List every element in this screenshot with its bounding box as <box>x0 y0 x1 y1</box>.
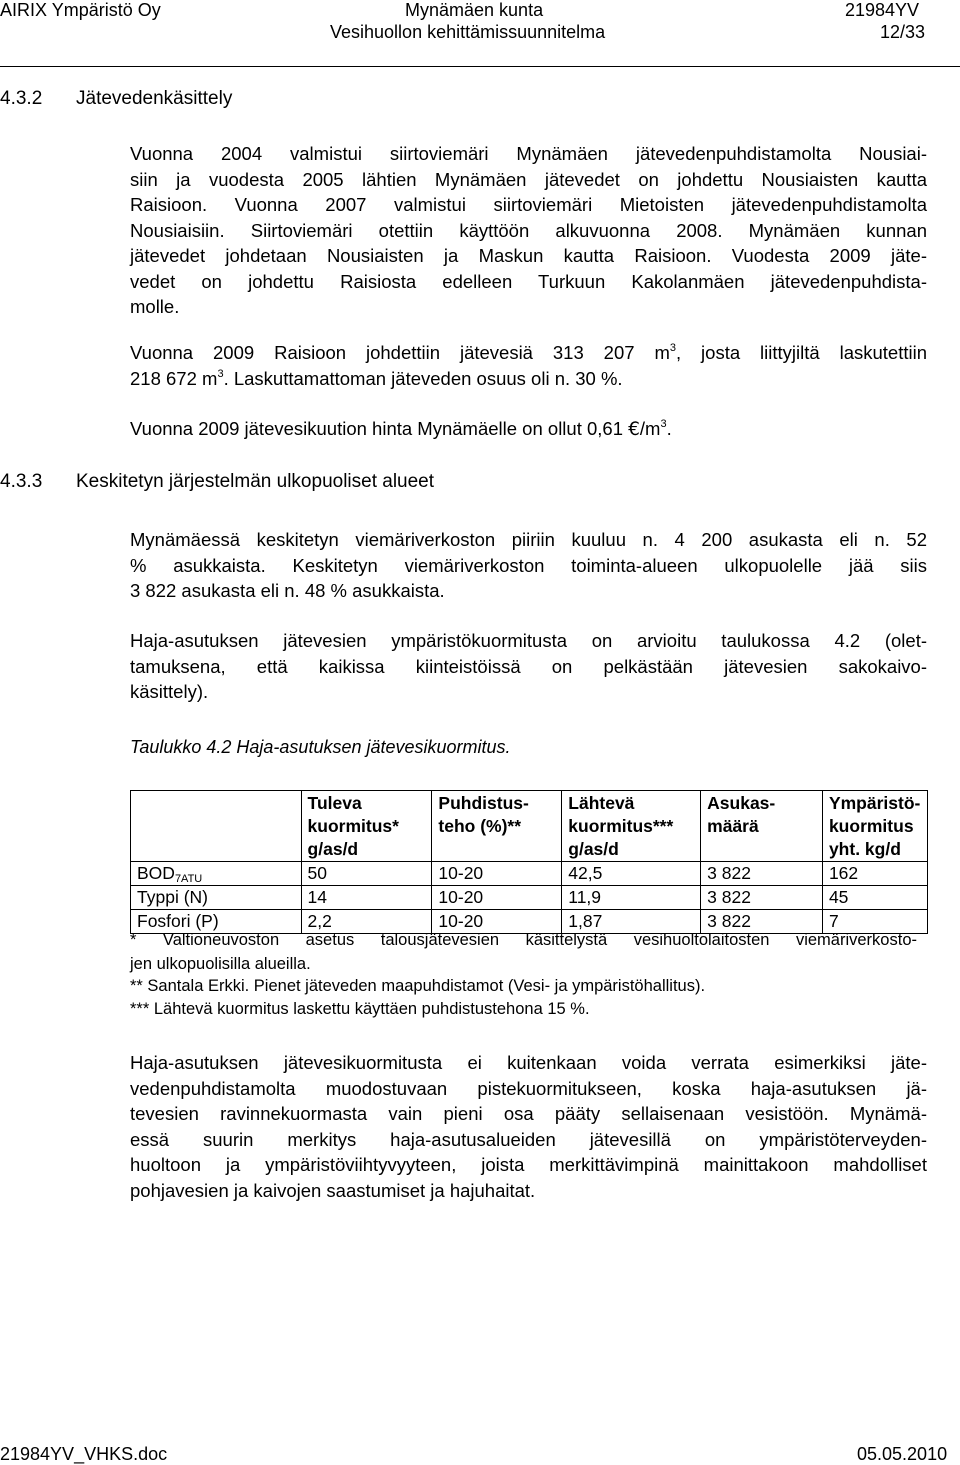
document-code: 21984YV <box>845 0 920 20</box>
paragraph-432-3 <box>130 416 672 442</box>
text-line: huoltoon ja ympäristöviihtyvyyteen, joista merkittävimpinä mainittakoon mahdolliset <box>130 1154 927 1175</box>
header-cell-empty <box>131 791 302 862</box>
header-line: kuormitus <box>828 816 914 836</box>
text-run: . Laskuttamattoman jäteveden osuus oli n. 30 %. <box>223 367 623 389</box>
header-line: teho (%)** <box>438 816 522 836</box>
page-number: 12/33 <box>880 22 926 42</box>
footer-filename: 21984YV_VHKS.doc <box>0 1444 168 1464</box>
row-label: Typpi (N) <box>131 886 302 910</box>
header-line: kuormitus* <box>307 816 399 836</box>
text-line: pohjavesien ja kaivojen saastumiset ja hajuhaitat. <box>130 1179 536 1201</box>
text-line: Vuonna 2004 valmistui siirtoviemäri Mynämäen jätevedenpuhdistamolta Nousiai- <box>130 143 927 164</box>
table-cell: 50 <box>301 862 432 886</box>
paragraph-432-1 <box>130 141 927 320</box>
company-name: AIRIX Ympäristö Oy <box>0 0 161 20</box>
superscript: 3 <box>217 367 224 380</box>
text-run: , josta liittyjiltä laskutettiin <box>676 342 927 363</box>
table-cell: 10-20 <box>432 910 562 934</box>
table-row <box>131 886 928 910</box>
text-line <box>130 340 927 366</box>
text-line: Nousiaisiin. Siirtoviemäri otettiin käyttöön alkuvuonna 2008. Mynämäen kunnan <box>130 219 927 241</box>
label-text: BOD <box>137 863 175 883</box>
header-divider <box>0 66 960 67</box>
header-line: määrä <box>707 816 759 836</box>
table-cell: 10-20 <box>432 886 562 910</box>
header-line: g/as/d <box>568 839 619 859</box>
table-footnote-1 <box>130 929 917 976</box>
footer-date: 05.05.2010 <box>857 1444 948 1464</box>
text-line: essä suurin merkitys haja-asutusalueiden jätevesillä on ympäristöterveyden- <box>130 1128 927 1150</box>
header-line: Tuleva <box>307 793 362 813</box>
text-line: * Valtioneuvoston asetus talousjätevesien käsittelystä vesihuoltolaitosten viemäriverkosto- <box>130 931 917 949</box>
load-table <box>130 790 928 934</box>
text-line: vedet on johdettu Raisiosta edelleen Turkuun Kakolanmäen jätevedenpuhdista- <box>130 270 927 292</box>
text-run: . <box>666 418 672 439</box>
row-label: Fosfori (P) <box>131 910 302 934</box>
header-cell-total-load <box>822 791 927 862</box>
row-label <box>131 862 302 886</box>
section-title: Jätevedenkäsittely <box>76 88 233 109</box>
header-cell-outgoing-load <box>562 791 701 862</box>
table-cell: 10-20 <box>432 862 562 886</box>
paragraph-432-2 <box>130 340 927 391</box>
document-title: Vesihuollon kehittämissuunnitelma <box>330 22 606 42</box>
table-cell: 2,2 <box>301 910 432 934</box>
table-header-row <box>131 791 928 862</box>
header-line: Lähtevä <box>568 793 635 813</box>
header-line: Asukas- <box>707 793 776 813</box>
table-cell: 7 <box>822 910 927 934</box>
text-line <box>130 366 927 392</box>
text-line: molle. <box>130 296 180 317</box>
text-line: siin ja vuodesta 2005 lähtien Mynämäen jätevedet on johdettu Nousiaisten kautta <box>130 168 927 190</box>
table-cell: 3 822 <box>701 886 823 910</box>
header-line: Puhdistus- <box>438 793 529 813</box>
section-number: 4.3.3 <box>0 471 43 492</box>
text-line: Haja-asutuksen jätevesikuormitusta ei kuitenkaan voida verrata esimerkiksi jäte- <box>130 1052 927 1073</box>
text-run: Vuonna 2009 Raisioon johdettiin jätevesiä 313 207 m <box>130 342 670 363</box>
header-cell-efficiency <box>432 791 562 862</box>
section-title: Keskitetyn järjestelmän ulkopuoliset alueet <box>76 471 435 492</box>
header-cell-residents <box>701 791 823 862</box>
superscript: 3 <box>660 418 667 430</box>
table-cell: 11,9 <box>562 886 701 910</box>
text-line: Raisioon. Vuonna 2007 valmistui siirtoviemäri Mietoisten jätevedenpuhdistamolta <box>130 194 927 215</box>
table-footnote-3: *** Lähtevä kuormitus laskettu käyttäen puhdistustehona 15 %. <box>130 1000 590 1018</box>
header-cell-incoming-load <box>301 791 432 862</box>
paragraph-433-1 <box>130 527 927 604</box>
table-cell: 42,5 <box>562 862 701 886</box>
text-line: tamuksena, että kaikissa kiinteistöissä on pelkästään jätevesien sakokaivo- <box>130 655 927 677</box>
text-line: vedenpuhdistamolta muodostuvaan pistekuormitukseen, koska haja-asutuksen jä- <box>130 1077 927 1099</box>
text-line: Haja-asutuksen jätevesien ympäristökuormitusta on arvioitu taulukossa 4.2 (olet- <box>130 630 927 651</box>
text-run: /m <box>639 418 661 439</box>
table-cell: 1,87 <box>562 910 701 934</box>
text-line: jätevedet johdetaan Nousiaisten ja Maskun kautta Raisioon. Vuodesta 2009 jäte- <box>130 245 927 266</box>
section-number: 4.3.2 <box>0 88 43 109</box>
euro-symbol: € <box>628 419 640 440</box>
header-line: kuormitus*** <box>568 816 674 836</box>
table-caption: Taulukko 4.2 Haja-asutuksen jätevesikuormitus. <box>130 737 511 757</box>
text-line: tevesien ravinnekuormasta vain pieni osa pääty sellaisenaan vesistöön. Mynämä- <box>130 1103 927 1124</box>
header-line: yht. kg/d <box>828 839 901 859</box>
table-cell: 14 <box>301 886 432 910</box>
text-line: % asukkaista. Keskitetyn viemäriverkoston toiminta-alueen ulkopuolelle jää siis <box>130 554 927 576</box>
table-cell: 3 822 <box>701 862 823 886</box>
superscript: 3 <box>669 342 676 354</box>
table-row <box>131 862 928 886</box>
municipality-name: Mynämäen kunta <box>405 0 544 20</box>
text-run: 218 672 m <box>130 367 218 389</box>
paragraph-433-2 <box>130 628 927 705</box>
table-cell: 45 <box>822 886 927 910</box>
paragraph-433-3 <box>130 1050 927 1203</box>
subscript: 7ATU <box>174 873 203 885</box>
text-line: käsittely). <box>130 681 209 702</box>
text-run: Vuonna 2009 jätevesikuution hinta Mynämäelle on ollut 0,61 <box>130 418 629 439</box>
table-cell: 3 822 <box>701 910 823 934</box>
text-line: Mynämäessä keskitetyn viemäriverkoston piiriin kuuluu n. 4 200 asukasta eli n. 52 <box>130 529 927 550</box>
page-header <box>0 0 960 70</box>
header-line: g/as/d <box>307 839 359 859</box>
text-line: jen ulkopuolisilla alueilla. <box>130 954 311 973</box>
text-line: 3 822 asukasta eli n. 48 % asukkaista. <box>130 580 445 601</box>
header-line: Ympäristö- <box>828 793 921 813</box>
table-footnote-2: ** Santala Erkki. Pienet jäteveden maapuhdistamot (Vesi- ja ympäristöhallitus). <box>130 977 706 995</box>
table-cell: 162 <box>822 862 927 886</box>
